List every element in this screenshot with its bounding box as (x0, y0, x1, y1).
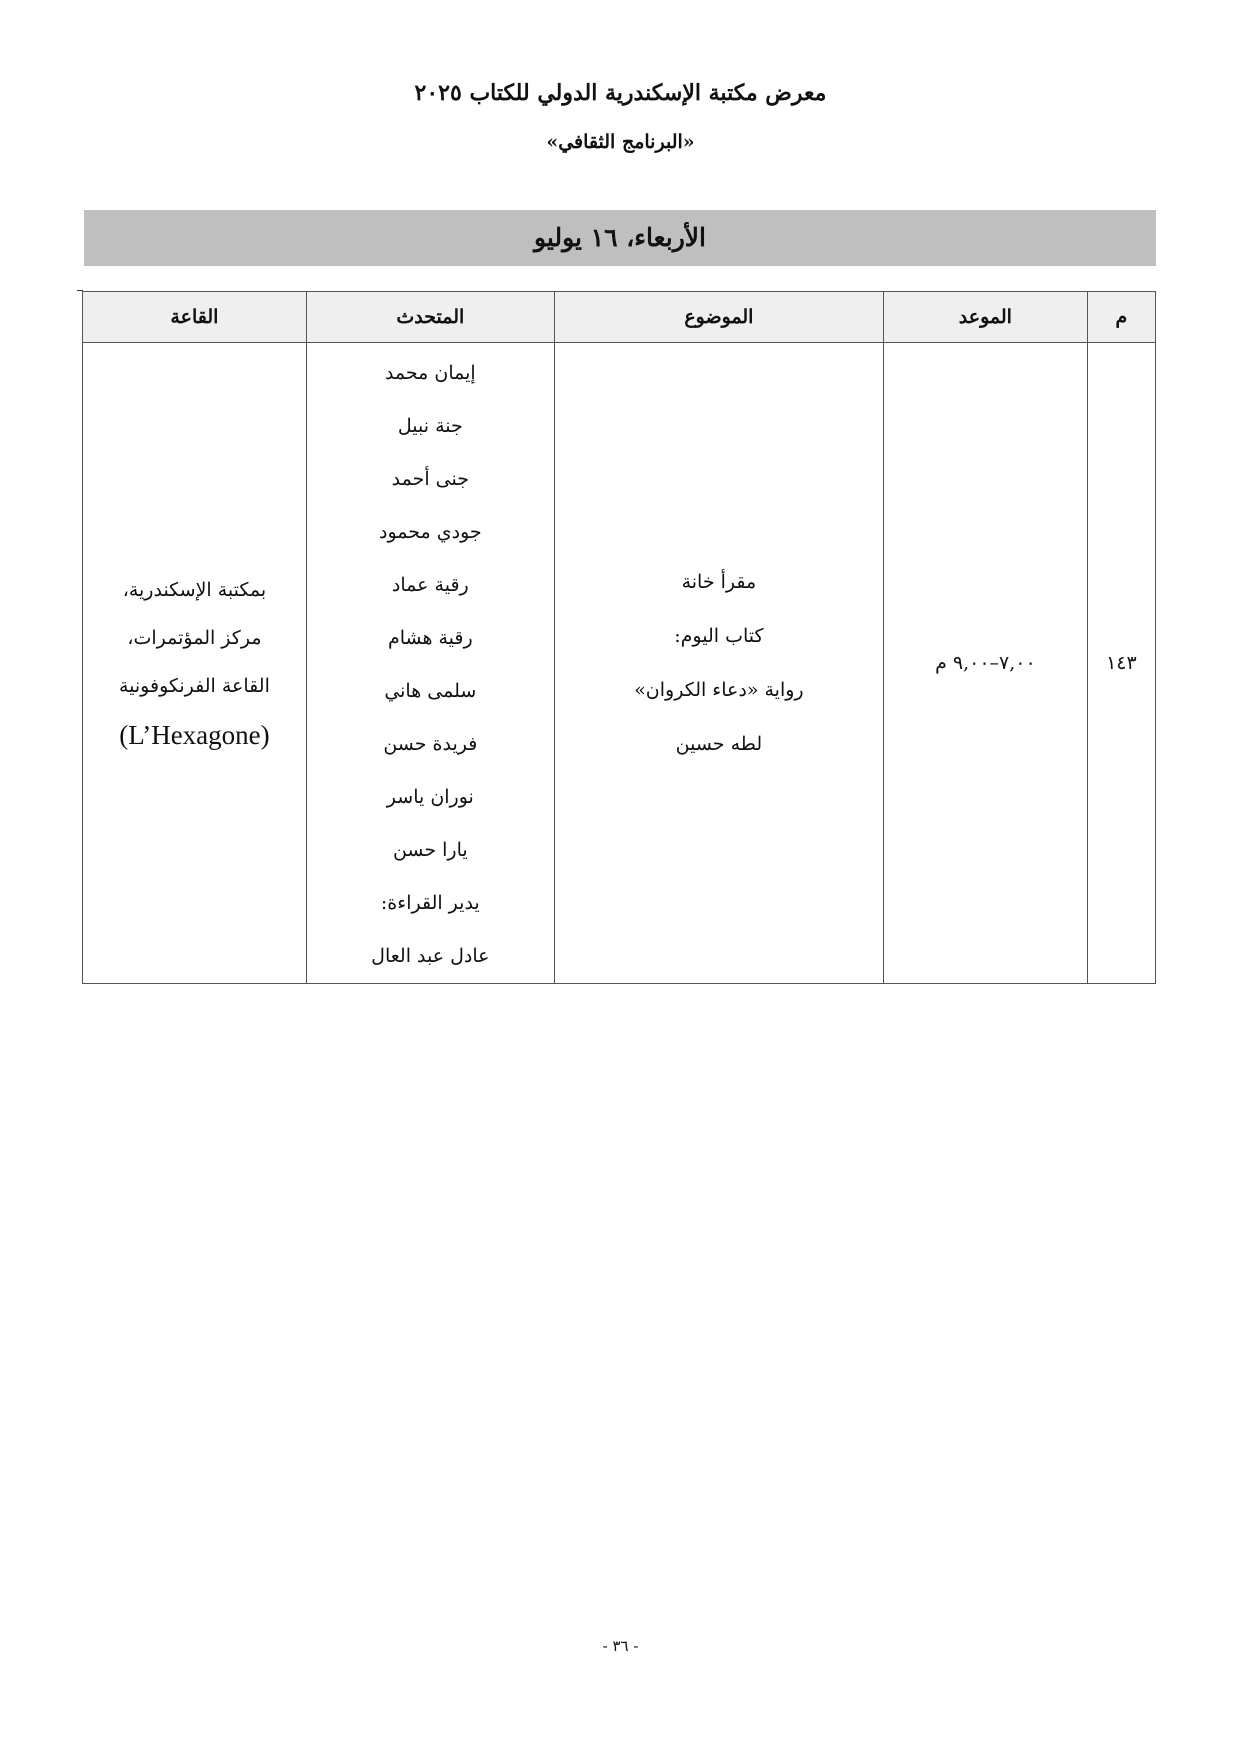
topic-line: رواية «دعاء الكروان» (634, 679, 804, 701)
topic-line: مقرأ خانة (681, 571, 757, 593)
column-header-topic: الموضوع (554, 292, 883, 343)
hall-latin-name: (L’Hexagone) (119, 720, 270, 750)
page-title: معرض مكتبة الإسكندرية الدولي للكتاب ٢٠٢٥ (414, 80, 827, 106)
hall-lines (83, 566, 306, 710)
hall-line: القاعة الفرنكوفونية (118, 675, 270, 697)
column-header-speaker: المتحدث (306, 292, 554, 343)
speaker-list (307, 343, 554, 983)
cell-topic (554, 343, 883, 984)
page-number: - ٣٦ - (602, 1637, 639, 1655)
topic-line: كتاب اليوم: (674, 625, 764, 647)
table-header-row (83, 292, 1156, 343)
column-header-time: الموعد (884, 292, 1088, 343)
topic-line: لطه حسين (675, 733, 763, 755)
cell-number: ١٤٣ (1087, 343, 1155, 984)
column-header-hall: القاعة (83, 292, 307, 343)
speaker-name: عادل عبد العال (371, 945, 490, 967)
speaker-name: جودي محمود (379, 521, 482, 543)
speaker-name: يدير القراءة: (380, 892, 480, 914)
hall-line: بمكتبة الإسكندرية، (122, 579, 267, 601)
speaker-name: نوران ياسر (386, 786, 474, 808)
speaker-name: إيمان محمد (384, 362, 476, 384)
speaker-name: سلمى هاني (384, 680, 477, 702)
column-header-number: م (1087, 292, 1155, 343)
cell-time: ٧,٠٠–٩,٠٠ م (884, 343, 1088, 984)
hall-line: مركز المؤتمرات، (127, 627, 262, 649)
speaker-name: يارا حسن (392, 839, 468, 861)
topic-lines (555, 555, 883, 771)
speaker-name: فريدة حسن (383, 733, 478, 755)
schedule-table (82, 291, 1156, 984)
speaker-name: جنى أحمد (391, 468, 469, 490)
speaker-name: جنة نبيل (397, 415, 463, 437)
speaker-name: رقية هشام (387, 627, 473, 649)
cell-speakers (306, 343, 554, 984)
day-banner: الأربعاء، ١٦ يوليو (84, 210, 1156, 266)
table-row (83, 343, 1156, 984)
speaker-name: رقية عماد (391, 574, 469, 596)
cell-hall (83, 343, 307, 984)
page-subtitle: «البرنامج الثقافي» (546, 131, 695, 153)
